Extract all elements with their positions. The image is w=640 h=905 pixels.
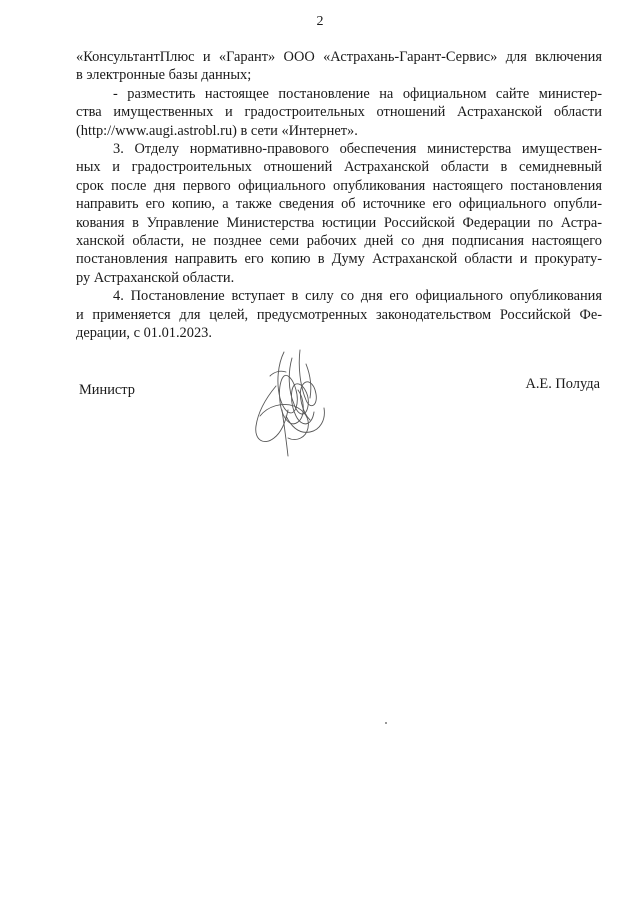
text-line: «КонсультантПлюс и «Гарант» ООО «Астрахань-Гарант-Сервис» для включения [76, 49, 602, 65]
text-line: кования в Управление Министерства юстиции Российской Федерации по Астра- [76, 214, 602, 231]
text-line: срок после дня первого официального опубликования настоящего постановления [76, 177, 602, 194]
text-line: ру Астраханской области. [76, 269, 235, 286]
page-number: 2 [316, 14, 324, 29]
text-line: - разместить настоящее постановление на официальном сайте министер- [113, 85, 602, 102]
paragraph-4 [76, 287, 602, 342]
text-line: 4. Постановление вступает в силу со дня его официального опубликования [113, 288, 602, 305]
text-line: в электронные базы данных; [76, 67, 252, 84]
scan-speck [385, 722, 387, 724]
text-line: ных и градостроительных отношений Астраханской области в семидневный [76, 159, 602, 176]
text-line: постановления направить его копию в Думу Астраханской области и прокурату- [76, 251, 602, 268]
paragraph-1 [76, 48, 602, 85]
handwritten-signature [248, 346, 338, 464]
text-line: направить его копию, а также сведения об источнике его официального опубли- [76, 196, 602, 213]
signatory-title: Министр [79, 382, 135, 398]
document-body [76, 48, 602, 343]
signatory-name: А.Е. Полуда [525, 376, 600, 392]
text-line: и применяется для целей, предусмотренных законодательством Российской Фе- [76, 306, 602, 323]
text-line: дерации, с 01.01.2023. [76, 325, 212, 342]
paragraph-3 [76, 140, 602, 287]
text-line: ства имущественных и градостроительных отношений Астраханской области [76, 104, 602, 121]
paragraph-2 [76, 85, 602, 140]
text-line: (http://www.augi.astrobl.ru) в сети «Интернет». [76, 122, 358, 139]
text-line: 3. Отделу нормативно-правового обеспечения министерства имуществен- [113, 141, 602, 158]
text-line: ханской области, не позднее семи рабочих дней со дня подписания настоящего [76, 233, 602, 250]
